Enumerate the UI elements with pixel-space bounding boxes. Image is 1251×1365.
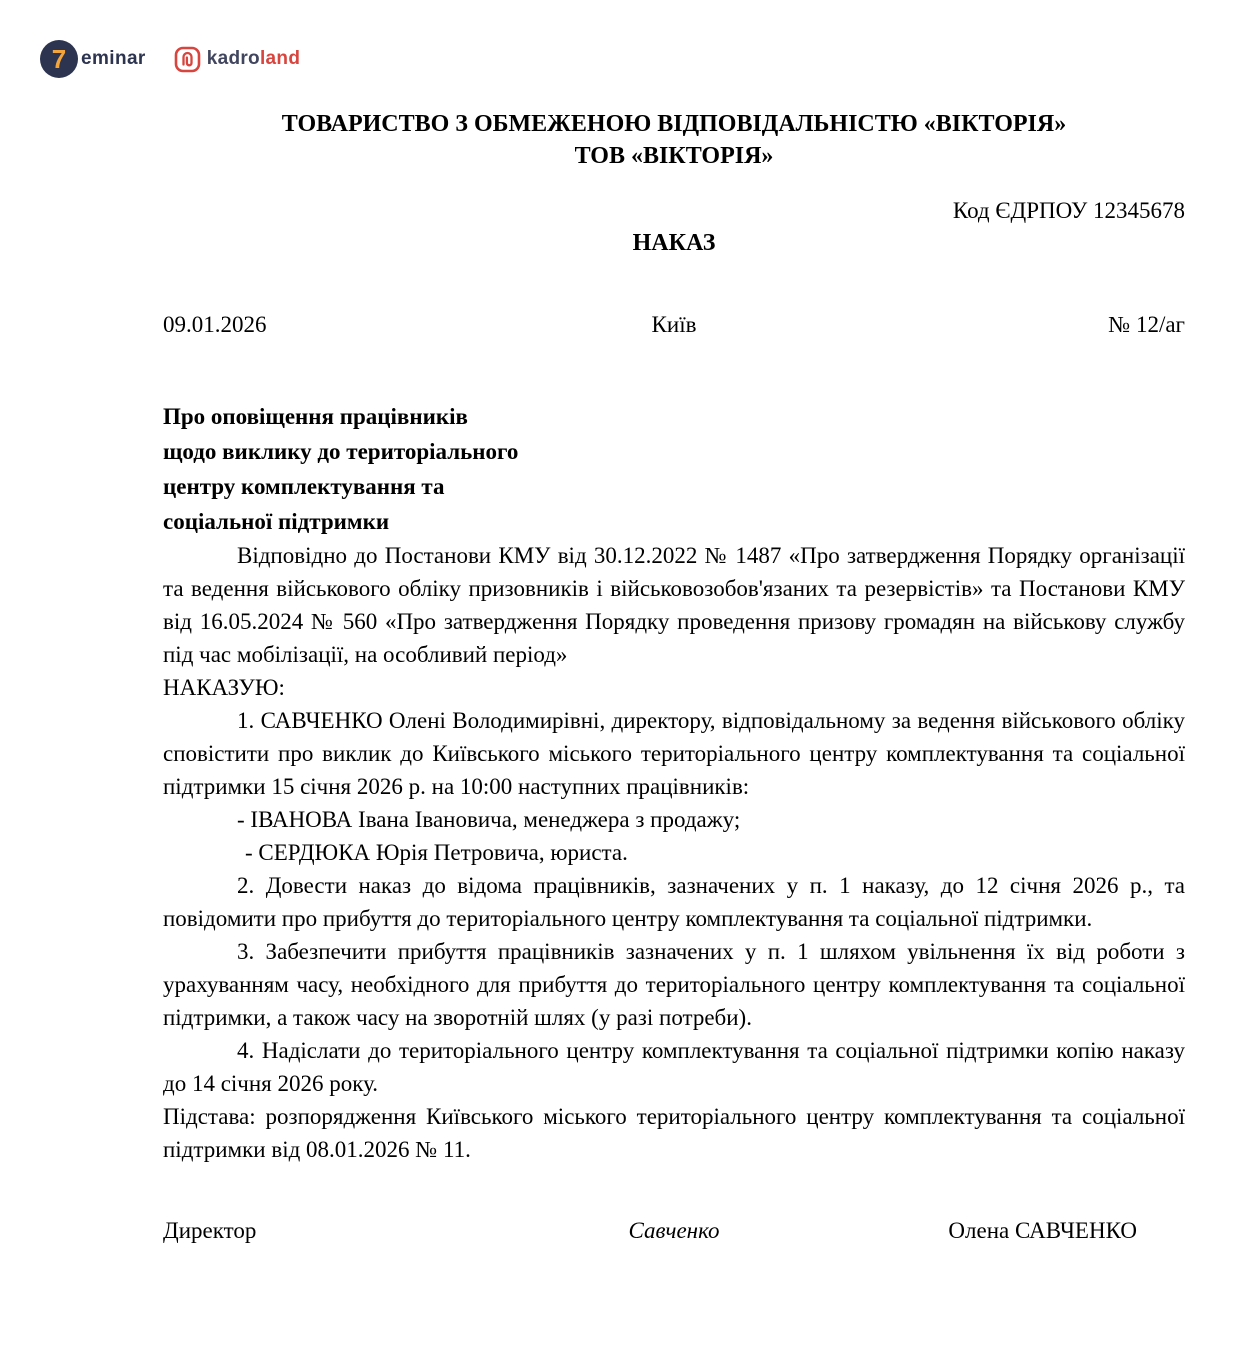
seminar-logo-icon bbox=[40, 40, 78, 78]
order-item-3: 3. Забезпечити прибуття працівників зазначених у п. 1 шляхом увільнення їх від роботи з урахуванням часу, необхідного для прибуття до територіального центру комплектування та соціальної підтримки, а також часу на зворотній шлях (у разі потреби). bbox=[163, 939, 1185, 1030]
order-item-1: 1. САВЧЕНКО Олені Володимирівні, директору, відповідальному за ведення військового обліку сповістити про виклик до Київського міського територіального центру комплектування та соціальної підтримки 15 січня 2026 р. на 10:00 наступних працівників: bbox=[163, 708, 1185, 799]
kadroland-label-kadro: kadro bbox=[206, 48, 260, 69]
signature-handwritten: Савченко bbox=[628, 1218, 720, 1243]
doc-number: № 12/аг bbox=[1108, 312, 1185, 337]
basis-paragraph: Підстава: розпорядження Київського міського територіального центру комплектування та соціальної підтримки від 08.01.2026 № 11. bbox=[163, 1104, 1185, 1162]
doc-meta-row bbox=[163, 308, 1185, 341]
order-item-1-sub-1: - ІВАНОВА Івана Івановича, менеджера з продажу; bbox=[237, 807, 741, 832]
edrpou-code: Код ЄДРПОУ 12345678 bbox=[952, 198, 1185, 223]
brand-logos bbox=[40, 40, 300, 78]
doc-city: Київ bbox=[651, 312, 697, 337]
seminar-logo bbox=[40, 40, 146, 78]
order-item-4: 4. Надіслати до територіального центру комплектування та соціальної підтримки копію наказу до 14 січня 2026 року. bbox=[163, 1038, 1185, 1096]
subject-line-2: щодо виклику до територіального bbox=[163, 439, 519, 464]
doc-date: 09.01.2026 bbox=[163, 312, 267, 337]
order-item-2: 2. Довести наказ до відома працівників, зазначених у п. 1 наказу, до 12 січня 2026 р., та повідомити про прибуття до територіального центру комплектування та соціальної підтримки. bbox=[163, 873, 1185, 931]
company-name bbox=[163, 108, 1185, 172]
subject-line-3: центру комплектування та bbox=[163, 474, 445, 499]
document-type-title: НАКАЗ bbox=[632, 230, 716, 256]
kadroland-paperclip-icon bbox=[174, 46, 201, 73]
signature-row bbox=[163, 1214, 1185, 1247]
kadroland-logo bbox=[174, 46, 301, 73]
document-body bbox=[163, 108, 1185, 1247]
preamble-paragraph: Відповідно до Постанови КМУ від 30.12.2022 № 1487 «Про затвердження Порядку організації та ведення військового обліку призовників і військовозобов'язаних та резервістів» та Постанови КМУ від 16.05.2024 № 560 «Про затвердження Порядку проведення призову громадян на військову службу під час мобілізації, на особливий період» bbox=[163, 543, 1185, 667]
kadroland-logo-label bbox=[207, 48, 301, 70]
subject-line-1: Про оповіщення працівників bbox=[163, 404, 468, 429]
subject-line-4: соціальної підтримки bbox=[163, 509, 390, 534]
order-word: НАКАЗУЮ: bbox=[163, 675, 285, 700]
company-name-full: ТОВАРИСТВО З ОБМЕЖЕНОЮ ВІДПОВІДАЛЬНІСТЮ «ВІКТОРІЯ» bbox=[281, 111, 1067, 137]
doc-subject bbox=[163, 399, 1185, 539]
order-item-1-sub-2: - СЕРДЮКА Юрія Петровича, юриста. bbox=[245, 840, 628, 865]
company-name-short: ТОВ «ВІКТОРІЯ» bbox=[574, 143, 774, 169]
signature-name: Олена САВЧЕНКО bbox=[948, 1218, 1137, 1243]
seminar-logo-digit: 7 bbox=[51, 44, 67, 74]
kadroland-label-land: land bbox=[259, 48, 301, 69]
seminar-logo-label: eminar bbox=[81, 48, 146, 69]
signature-position: Директор bbox=[163, 1218, 257, 1243]
